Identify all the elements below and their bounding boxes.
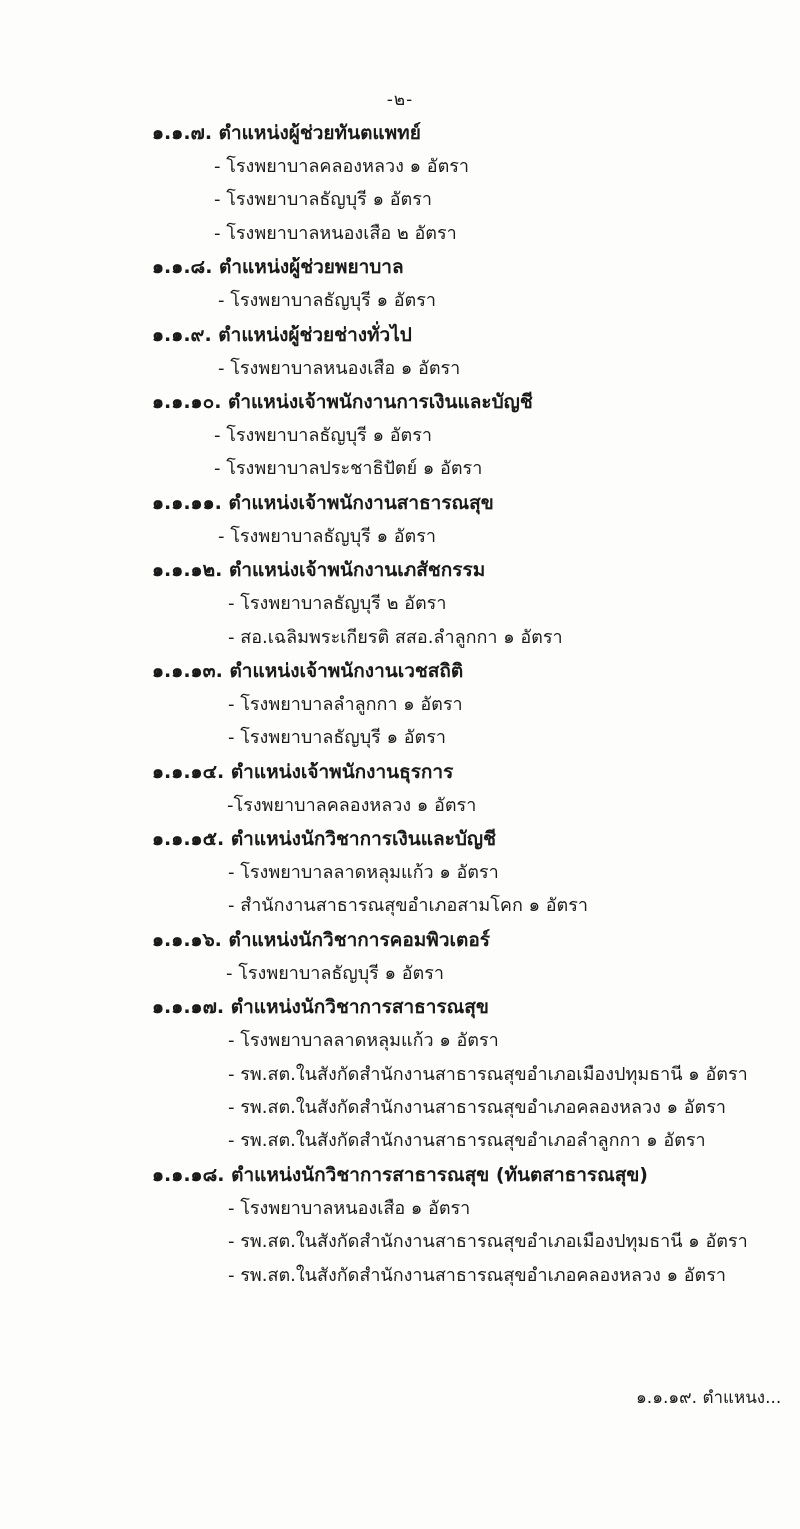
- vacancy-item: - รพ.สต.ในสังกัดสำนักงานสาธารณสุขอำเภอลำลูกกา ๑ อัตรา: [228, 1130, 706, 1152]
- position-heading: ๑.๑.๑๘. ตำแหน่งนักวิชาการสาธารณสุข (ทันตสาธารณสุข): [152, 1163, 648, 1186]
- position-heading: ๑.๑.๑๕. ตำแหน่งนักวิชาการเงินและบัญชี: [152, 828, 496, 851]
- position-heading: ๑.๑.๑๒. ตำแหน่งเจ้าพนักงานเภสัชกรรม: [152, 559, 486, 582]
- vacancy-item: -โรงพยาบาลคลองหลวง ๑ อัตรา: [227, 794, 477, 816]
- vacancy-item: - โรงพยาบาลหนองเสือ ๒ อัตรา: [214, 222, 457, 244]
- position-heading: ๑.๑.๑๑. ตำแหน่งเจ้าพนักงานสาธารณสุข: [152, 491, 494, 514]
- position-heading: ๑.๑.๑๖. ตำแหน่งนักวิชาการคอมพิวเตอร์: [152, 928, 490, 951]
- vacancy-item: - โรงพยาบาลธัญบุรี ๑ อัตรา: [228, 727, 446, 749]
- position-heading: ๑.๑.๑๓. ตำแหน่งเจ้าพนักงานเวชสถิติ: [152, 659, 464, 682]
- position-heading: ๑.๑.๗. ตำแหน่งผู้ช่วยทันตแพทย์: [152, 122, 421, 144]
- position-list: [0, 116, 800, 1292]
- vacancy-item: - โรงพยาบาลธัญบุรี ๑ อัตรา: [218, 290, 436, 312]
- vacancy-item: - โรงพยาบาลคลองหลวง ๑ อัตรา: [214, 156, 470, 177]
- vacancy-item: - โรงพยาบาลหนองเสือ ๑ อัตรา: [228, 1197, 471, 1219]
- continuation-reference: ๑.๑.๑๙. ตำแหนง...: [636, 1388, 782, 1408]
- position-heading: ๑.๑.๑๔. ตำแหน่งเจ้าพนักงานธุรการ: [152, 760, 454, 783]
- vacancy-item: - โรงพยาบาลธัญบุรี ๑ อัตรา: [214, 424, 432, 446]
- vacancy-item: - โรงพยาบาลธัญบุรี ๑ อัตรา: [218, 525, 436, 547]
- vacancy-item: - โรงพยาบาลลาดหลุมแก้ว ๑ อัตรา: [228, 862, 499, 884]
- vacancy-item: - รพ.สต.ในสังกัดสำนักงานสาธารณสุขอำเภอเมืองปทุมธานี ๑ อัตรา: [228, 1063, 748, 1085]
- page-number: -๒-: [386, 90, 414, 110]
- vacancy-item: - รพ.สต.ในสังกัดสำนักงานสาธารณสุขอำเภอเมืองปทุมธานี ๑ อัตรา: [228, 1231, 748, 1253]
- vacancy-item: - โรงพยาบาลธัญบุรี ๒ อัตรา: [228, 593, 447, 615]
- position-heading: ๑.๑.๙. ตำแหน่งผู้ช่วยช่างทั่วไป: [152, 323, 412, 346]
- vacancy-item: - โรงพยาบาลลาดหลุมแก้ว ๑ อัตรา: [228, 1030, 499, 1052]
- vacancy-item: - รพ.สต.ในสังกัดสำนักงานสาธารณสุขอำเภอคลองหลวง ๑ อัตรา: [228, 1264, 727, 1286]
- vacancy-item: - รพ.สต.ในสังกัดสำนักงานสาธารณสุขอำเภอคลองหลวง ๑ อัตรา: [228, 1097, 727, 1119]
- position-heading: ๑.๑.๘. ตำแหน่งผู้ช่วยพยาบาล: [152, 256, 404, 279]
- vacancy-item: - โรงพยาบาลธัญบุรี ๑ อัตรา: [214, 189, 432, 211]
- position-heading: ๑.๑.๑๐. ตำแหน่งเจ้าพนักงานการเงินและบัญชี: [152, 390, 533, 413]
- vacancy-item: - โรงพยาบาลประชาธิปัตย์ ๑ อัตรา: [214, 458, 483, 480]
- position-heading: ๑.๑.๑๗. ตำแหน่งนักวิชาการสาธารณสุข: [152, 996, 489, 1019]
- vacancy-item: - โรงพยาบาลธัญบุรี ๑ อัตรา: [226, 962, 444, 984]
- vacancy-item: - โรงพยาบาลหนองเสือ ๑ อัตรา: [218, 357, 461, 379]
- vacancy-item: - สอ.เฉลิมพระเกียรติ สสอ.ลำลูกกา ๑ อัตรา: [228, 626, 563, 648]
- vacancy-item: - โรงพยาบาลลำลูกกา ๑ อัตรา: [228, 693, 463, 715]
- vacancy-item: - สำนักงานสาธารณสุขอำเภอสามโคก ๑ อัตรา: [228, 895, 589, 917]
